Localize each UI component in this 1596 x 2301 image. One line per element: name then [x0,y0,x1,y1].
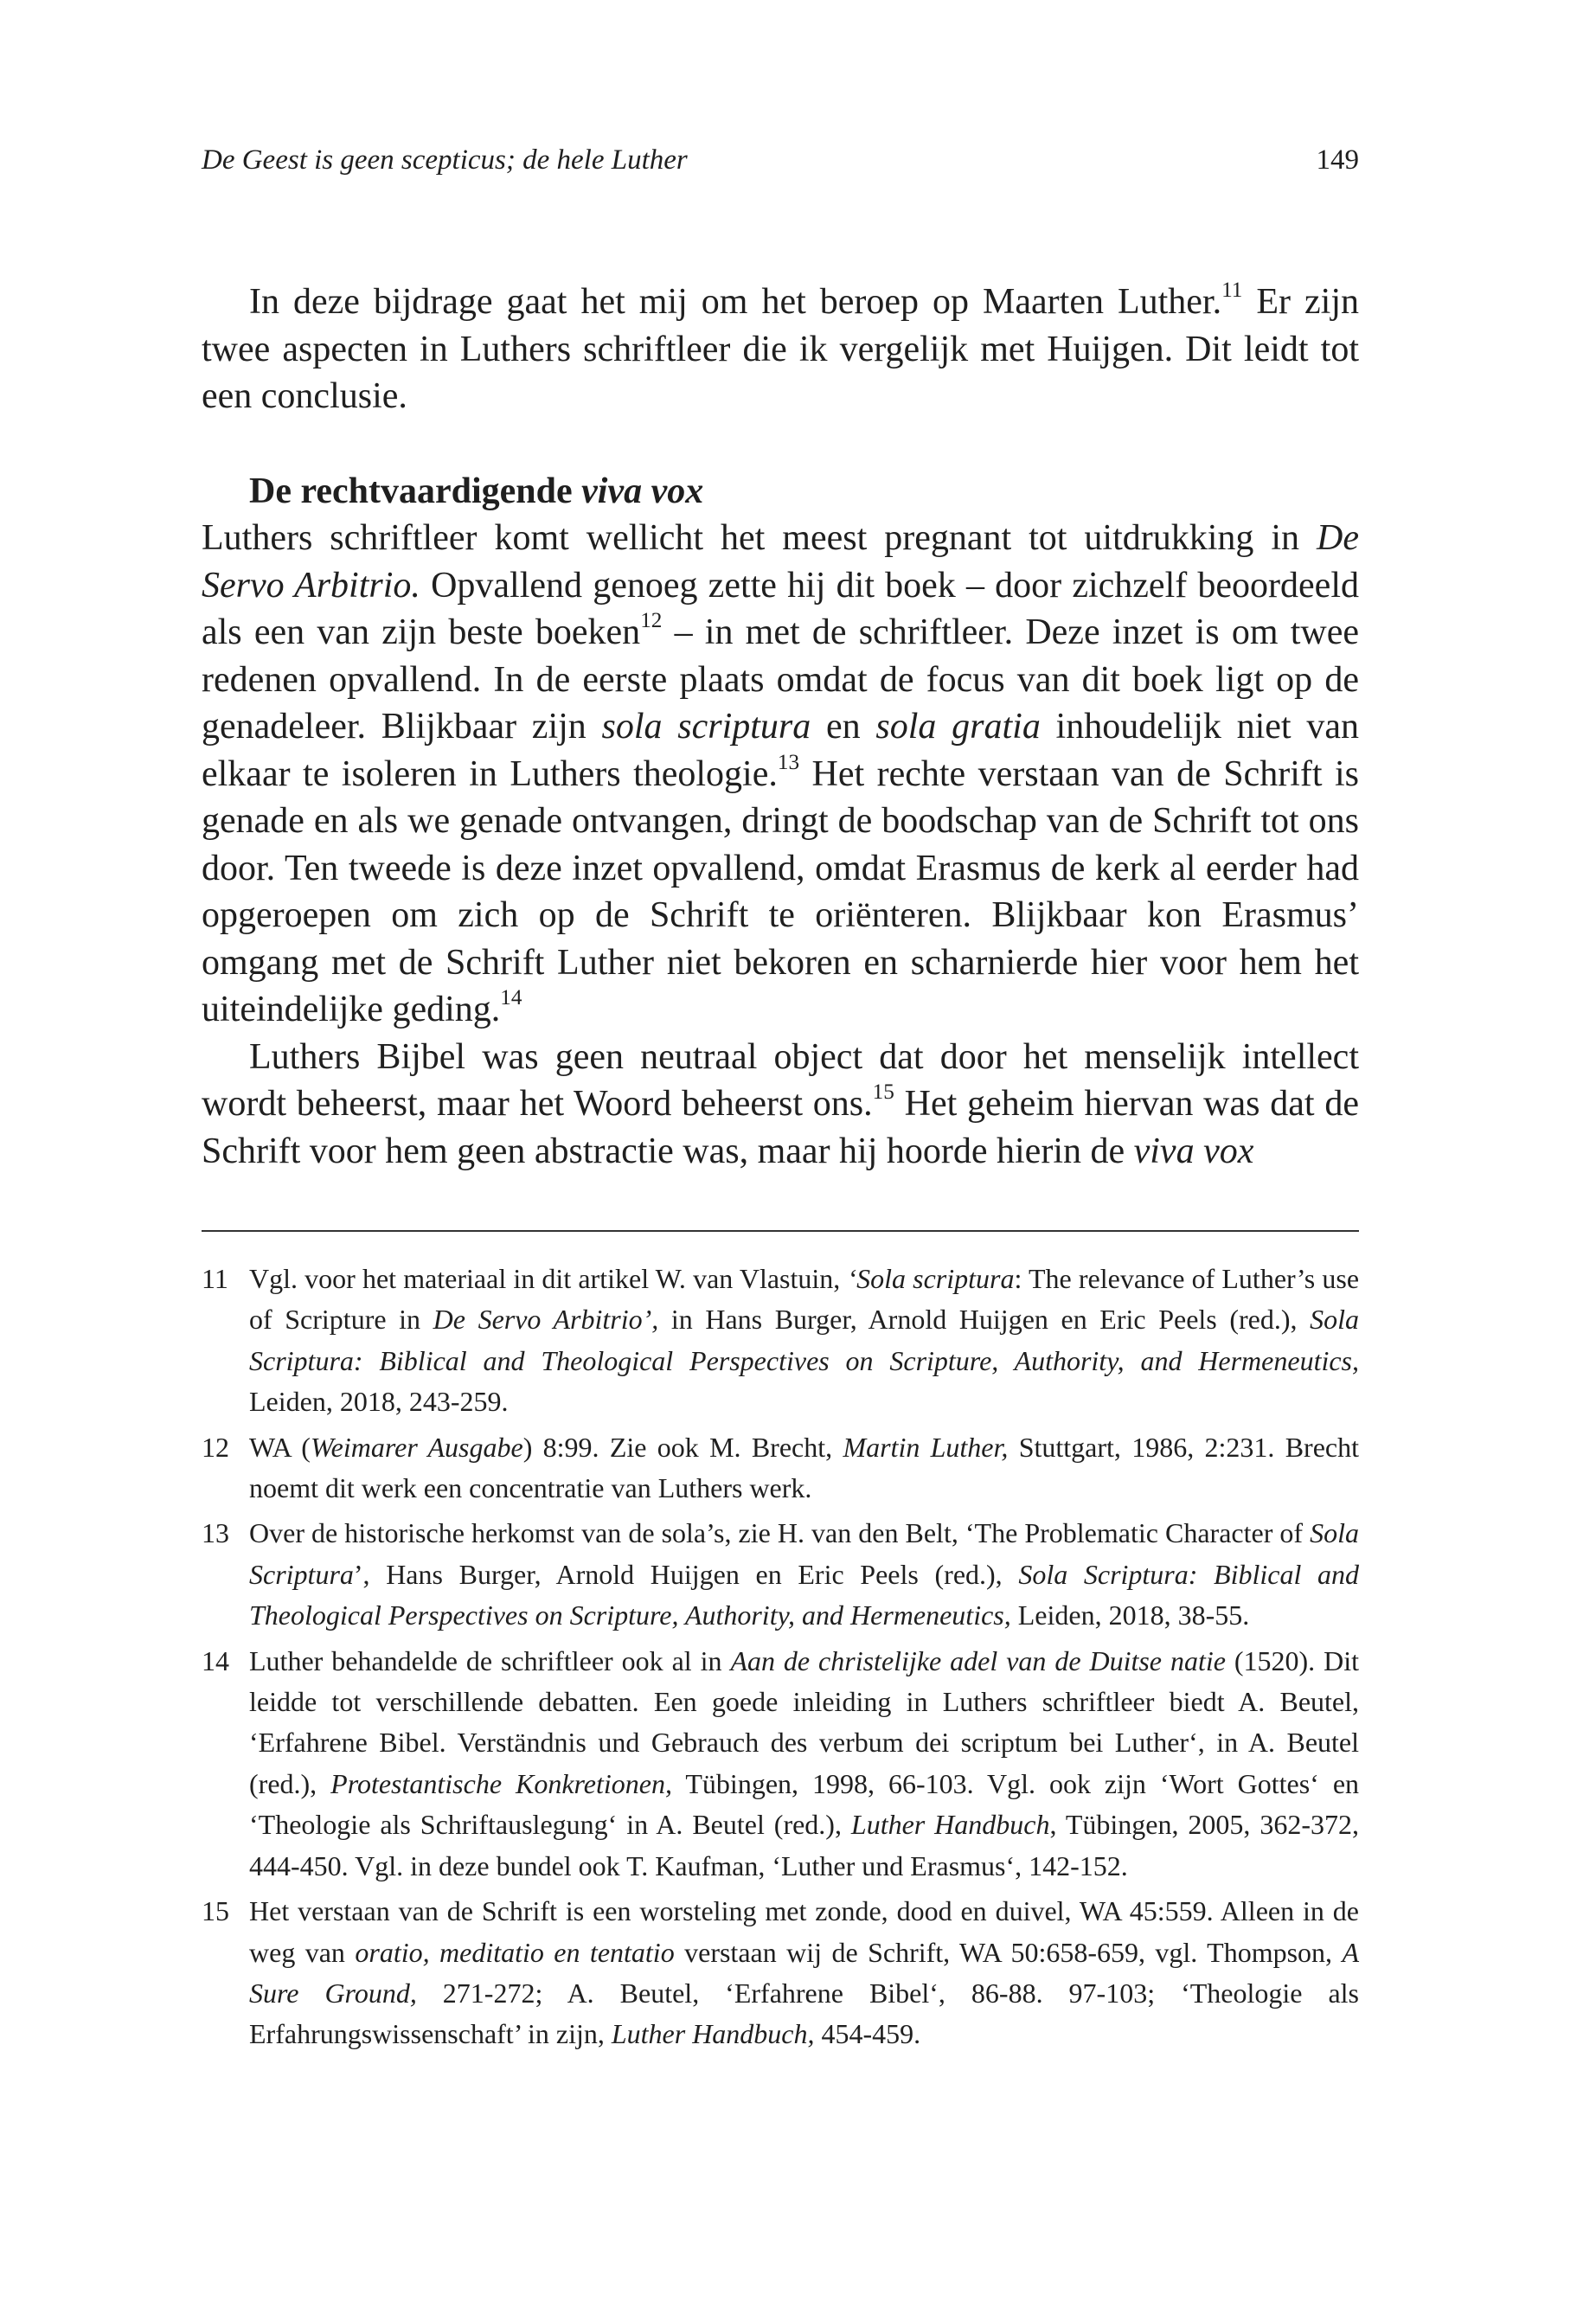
footnote-text: Over de historische herkomst van de sola’s, zie H. van den Belt, ‘The Problematic Character of Sola Scriptura’, Hans Burger, Arnold Huijgen en Eric Peels (red.), Sola Scriptura: Biblical and Theological Perspectives on Scripture, Authority, and Hermeneutics, Leiden, 2018, 38-55. [249,1517,1360,1631]
footnote-ref-11[interactable]: 11 [1221,279,1243,303]
section-heading: De rechtvaardigende viva vox [249,471,704,511]
running-title: De Geest is geen scepticus; de hele Luther [202,144,688,176]
footnote-ref-12[interactable]: 12 [640,609,663,633]
footnote-number: 13 [202,1517,229,1549]
page-number: 149 [1316,144,1359,176]
footnote-15 [202,1891,1359,2055]
footnote-divider [202,1230,1359,1232]
main-text [202,279,1359,1175]
paragraph-schriftleer: Luthers schriftleer komt wellicht het meest pregnant tot uitdrukking in De Servo Arbitrio. Opvallend genoeg zette hij dit boek – door zichzelf beoordeeld als een van zijn beste boeken$^{12}$ – in met de schriftleer. Deze inzet is om twee redenen opvallend. In de eerste plaats omdat de focus van dit boek ligt op de genadeleer. Blijkbaar zijn sola scriptura en sola gratia inhoudelijk niet van elkaar te isoleren in Luthers theologie.$^{13}$ Het rechte verstaan van de Schrift is genade en als we genade ontvangen, dringt de boodschap van de Schrift tot ons door. Ten tweede is deze inzet opvallend, omdat Erasmus de kerk al eerder had opgeroepen om zich op de Schrift te oriënteren. Blijkbaar kon Erasmus’ omgang met de Schrift Luther niet bekoren en scharnierde hier voor hem het uiteindelijke geding.$^{14}$ [202,518,1359,1029]
footnote-13 [202,1513,1359,1636]
paragraph-intro: In deze bijdrage gaat het mij om het beroep op Maarten Luther.$^{11}$ Er zijn twee aspecten in Luthers schriftleer die ik vergelijk met Huijgen. Dit leidt tot een conclusie. [202,279,1359,416]
footnote-text: Het verstaan van de Schrift is een worsteling met zonde, dood en duivel, WA 45:559. Alleen in de weg van oratio, meditatio en tentatio verstaan wij de Schrift, WA 50:658-659, vgl. Thompson, A Sure Ground, 271-272; A. Beutel, ‘Erfahrene Bibel‘, 86-88. 97-103; ‘Theologie als Erfahrungswissenschaft’ in zijn, Luther Handbuch, 454-459. [249,1895,1360,2050]
footnote-ref-15[interactable]: 15 [872,1080,894,1105]
footnote-ref-14[interactable]: 14 [500,986,522,1010]
footnote-number: 11 [202,1263,228,1294]
footnote-11 [202,1259,1359,1423]
footnote-number: 15 [202,1895,229,1927]
footnote-12 [202,1427,1359,1509]
footnote-number: 12 [202,1431,229,1463]
footnotes [202,1259,1359,2060]
footnote-text: Vgl. voor het materiaal in dit artikel W. van Vlastuin, ‘Sola scriptura: The relevance of Luther’s use of Scripture in De Servo Arbitrio’, in Hans Burger, Arnold Huijgen en Eric Peels (red.), Sola Scriptura: Biblical and Theological Perspectives on Scripture, Authority, and Hermeneutics, Leiden, 2018, 243-259. [249,1263,1360,1418]
paragraph-bijbel: Luthers Bijbel was geen neutraal object dat door het menselijk intellect wordt beheerst, maar het Woord beheerst ons.$^{15}$ Het geheim hiervan was dat de Schrift voor hem geen abstractie was, maar hij hoorde hierin de viva vox [202,1036,1359,1171]
footnote-text: Luther behandelde de schriftleer ook al in Aan de christelijke adel van de Duitse natie (1520). Dit leidde tot verschillende debatten. Een goede inleiding in Luthers schriftleer biedt A. Beutel, ‘Erfahrene Bibel. Verständnis und Gebrauch des verbum dei scriptum bei Luther‘, in A. Beutel (red.), Protestantische Konkretionen, Tübingen, 1998, 66-103. Vgl. ook zijn ‘Wort Gottes‘ en ‘Theologie als Schriftauslegung‘ in A. Beutel (red.), Luther Handbuch, Tübingen, 2005, 362-372, 444-450. Vgl. in deze bundel ook T. Kaufman, ‘Luther und Erasmus‘, 142-152. [249,1644,1360,1881]
running-header [202,138,1359,182]
footnote-number: 14 [202,1644,229,1676]
footnote-text: WA (Weimarer Ausgabe) 8:99. Zie ook M. Brecht, Martin Luther, Stuttgart, 1986, 2:231. Brecht noemt dit werk een concentratie van Luthers werk. [249,1431,1360,1504]
footnote-14 [202,1641,1359,1887]
footnote-ref-13[interactable]: 13 [777,750,800,774]
